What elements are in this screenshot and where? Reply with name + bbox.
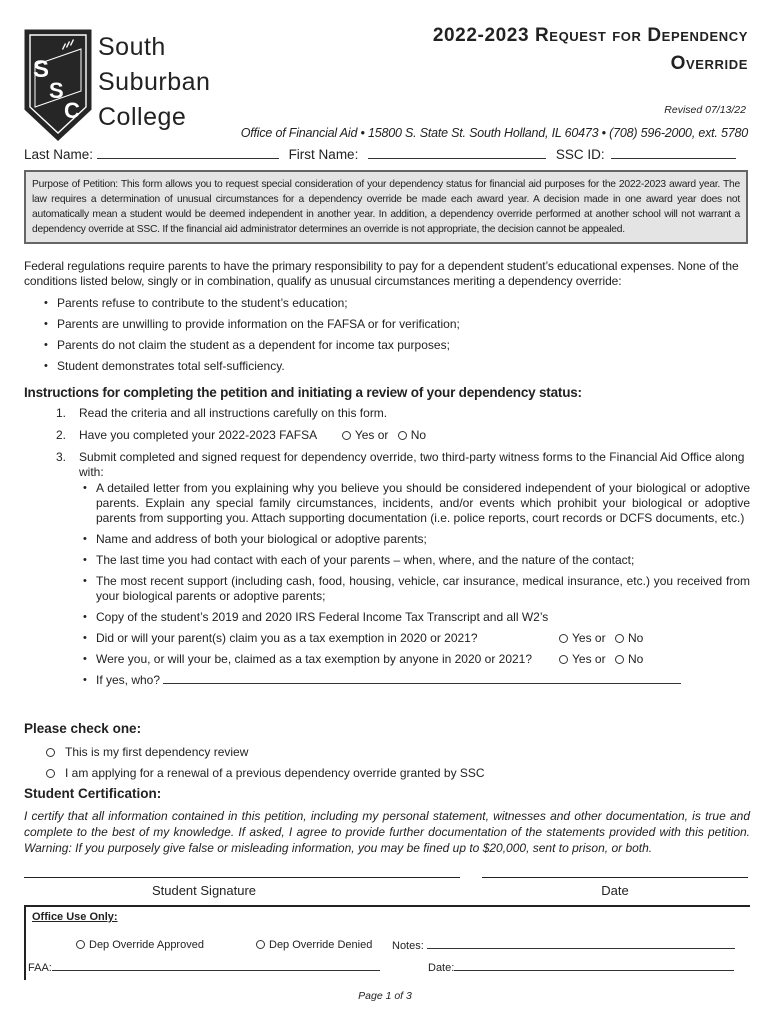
college-name-line: Suburban xyxy=(98,68,211,96)
step-number: 3. xyxy=(56,450,67,464)
step-number: 2. xyxy=(56,428,67,442)
certification-heading: Student Certification: xyxy=(24,786,162,801)
approved-label: Dep Override Approved xyxy=(89,939,204,951)
radio-circle-icon[interactable] xyxy=(76,940,85,949)
fafsa-no-option[interactable] xyxy=(398,428,426,443)
yes-label: Yes or xyxy=(572,652,606,666)
claim-no-option[interactable] xyxy=(615,631,643,646)
step-number: 1. xyxy=(56,406,67,420)
yes-label: Yes or xyxy=(572,631,606,645)
conditions-list xyxy=(44,293,460,377)
list-item: • Parents are unwilling to provide information on the FAFSA or for verification; xyxy=(44,314,460,335)
radio-circle-icon[interactable] xyxy=(46,748,55,757)
requirements-list xyxy=(83,481,750,688)
claim-question: Did or will your parent(s) claim you as a tax exemption in 2020 or 2021? xyxy=(96,631,478,645)
signature-label: Student Signature xyxy=(151,883,257,898)
step-3 xyxy=(56,450,750,480)
college-name-line: South xyxy=(98,33,166,61)
college-name-line: College xyxy=(98,103,187,131)
if-yes-field[interactable] xyxy=(163,674,681,684)
radio-circle-icon[interactable] xyxy=(342,431,351,440)
notes-row xyxy=(392,939,735,952)
step-1 xyxy=(56,406,750,421)
radio-circle-icon[interactable] xyxy=(615,655,624,664)
claimed-question: Were you, or will your be, claimed as a tax exemption by anyone in 2020 or 2021? xyxy=(96,652,533,666)
signature-line[interactable] xyxy=(24,877,460,878)
option-label: I am applying for a renewal of a previous dependency override granted by SSC xyxy=(65,766,485,780)
check-options xyxy=(46,742,485,784)
approved-option[interactable] xyxy=(76,939,204,951)
intro-paragraph: Federal regulations require parents to have the primary responsibility to pay for a dependent student’s educational expenses. None of the conditions listed below, singly or in combination, qualify as unusual circumstances meriting a dependency override: xyxy=(24,259,739,288)
faa-label: FAA: xyxy=(28,962,52,974)
claimed-yes-option[interactable] xyxy=(559,652,606,667)
list-item: • The most recent support (including cash, food, housing, vehicle, car insurance, medical insurance, etc.) you received from your biological parents or adoptive parents; xyxy=(83,574,750,604)
denied-option[interactable] xyxy=(256,939,372,951)
office-date-label: Date: xyxy=(428,962,455,974)
radio-circle-icon[interactable] xyxy=(559,655,568,664)
date-line[interactable] xyxy=(482,877,748,878)
office-use-heading: Office Use Only: xyxy=(32,911,118,923)
page-number: Page 1 of 3 xyxy=(358,990,412,1002)
first-name-field[interactable] xyxy=(368,147,546,159)
list-item: • Parents do not claim the student as a dependent for income tax purposes; xyxy=(44,335,460,356)
no-label: No xyxy=(628,631,644,645)
first-review-option[interactable] xyxy=(46,742,485,763)
list-item: • Student demonstrates total self-sufficiency. xyxy=(44,356,460,377)
check-heading: Please check one: xyxy=(24,721,142,736)
list-item xyxy=(83,652,750,667)
instructions-steps xyxy=(56,406,750,694)
radio-circle-icon[interactable] xyxy=(256,940,265,949)
no-label: No xyxy=(628,652,644,666)
office-date-field[interactable] xyxy=(454,961,734,971)
college-name xyxy=(98,30,210,135)
list-item: • Parents refuse to contribute to the student’s education; xyxy=(44,293,460,314)
no-label: No xyxy=(410,428,427,442)
office-use-box xyxy=(24,905,750,980)
fafsa-yes-option[interactable] xyxy=(342,428,389,443)
option-label: This is my first dependency review xyxy=(65,745,249,759)
renewal-option[interactable] xyxy=(46,763,485,784)
date-label: Date xyxy=(601,883,629,898)
radio-circle-icon[interactable] xyxy=(615,634,624,643)
yes-label: Yes or xyxy=(354,428,389,442)
first-name-label: First Name: xyxy=(288,147,359,162)
radio-circle-icon[interactable] xyxy=(559,634,568,643)
document-title xyxy=(433,22,748,78)
logo-letter-2: S xyxy=(49,78,64,103)
last-name-field[interactable] xyxy=(97,147,279,159)
step-text: Read the criteria and all instructions carefully on this form. xyxy=(79,406,388,420)
faa-row xyxy=(28,961,380,974)
ssc-id-label: SSC ID: xyxy=(555,147,605,162)
last-name-label: Last Name: xyxy=(24,147,94,162)
office-address: Office of Financial Aid • 15800 S. State St. South Holland, IL 60473 • (708) 596-2000, ext. 5780 xyxy=(240,126,748,140)
list-item: • The last time you had contact with each of your parents – when, where, and the nature of the contact; xyxy=(83,553,750,568)
title-line-2: Override xyxy=(670,53,748,74)
title-line-1: 2022-2023 Request for Dependency xyxy=(432,25,748,46)
radio-circle-icon[interactable] xyxy=(398,431,407,440)
office-date-row xyxy=(428,961,734,974)
certification-text: I certify that all information contained in this petition, including my personal statement, witnesses and other documentation, is true and complete to the best of my knowledge. If asked, I agree to provide further documentation of the statements provided with this petition. Warning: If you purposely give false or misleading information, you may be fined up to $20,000, sent to prison, or both. xyxy=(24,809,750,855)
college-logo xyxy=(22,25,94,143)
denied-label: Dep Override Denied xyxy=(269,939,373,951)
radio-circle-icon[interactable] xyxy=(46,769,55,778)
logo-letter-1: S xyxy=(33,56,50,83)
faa-field[interactable] xyxy=(52,961,380,971)
list-item: • Name and address of both your biological or adoptive parents; xyxy=(83,532,750,547)
list-item xyxy=(83,673,750,688)
list-item: • Copy of the student’s 2019 and 2020 IRS Federal Income Tax Transcript and all W2’s xyxy=(83,610,750,625)
revised-date: Revised 07/13/22 xyxy=(664,104,746,116)
logo-letter-3: C xyxy=(64,98,80,123)
claim-yes-option[interactable] xyxy=(559,631,606,646)
notes-field[interactable] xyxy=(427,939,735,949)
step-text: Have you completed your 2022-2023 FAFSA xyxy=(79,428,317,442)
notes-label: Notes: xyxy=(392,940,424,952)
list-item: • A detailed letter from you explaining why you believe you should be considered independent of your biological or adoptive parents. Explain any special family circumstances, incidents, and/or events which prohibit your biological or adoptive parents from supporting you. Attach supporting documentation (i.e. police reports, court records or DCFS documents, etc.) xyxy=(83,481,750,526)
if-yes-label: If yes, who? xyxy=(96,673,161,687)
step-2 xyxy=(56,428,750,443)
ssc-id-field[interactable] xyxy=(611,147,736,159)
list-item xyxy=(83,631,750,646)
claimed-no-option[interactable] xyxy=(615,652,643,667)
step-text: Submit completed and signed request for dependency override, two third-party witness forms to the Financial Aid Office along with: xyxy=(79,450,745,479)
purpose-box: Purpose of Petition: This form allows you to request special consideration of your dependency status for financial aid purposes for the 2022-2023 award year. The law requires a determination of unusual circumstances for a dependency override be made each award year. A decision made in one award year does not automatically mean a student would be deemed independent in another year. In addition, a dependency override performed at another school will not warrant a dependency override at SSC. If the financial aid administrator determines an override is not appropriate, the decision cannot be appealed. xyxy=(24,170,748,244)
student-info-line xyxy=(24,147,742,162)
instructions-heading: Instructions for completing the petition and initiating a review of your dependency status: xyxy=(24,385,582,400)
